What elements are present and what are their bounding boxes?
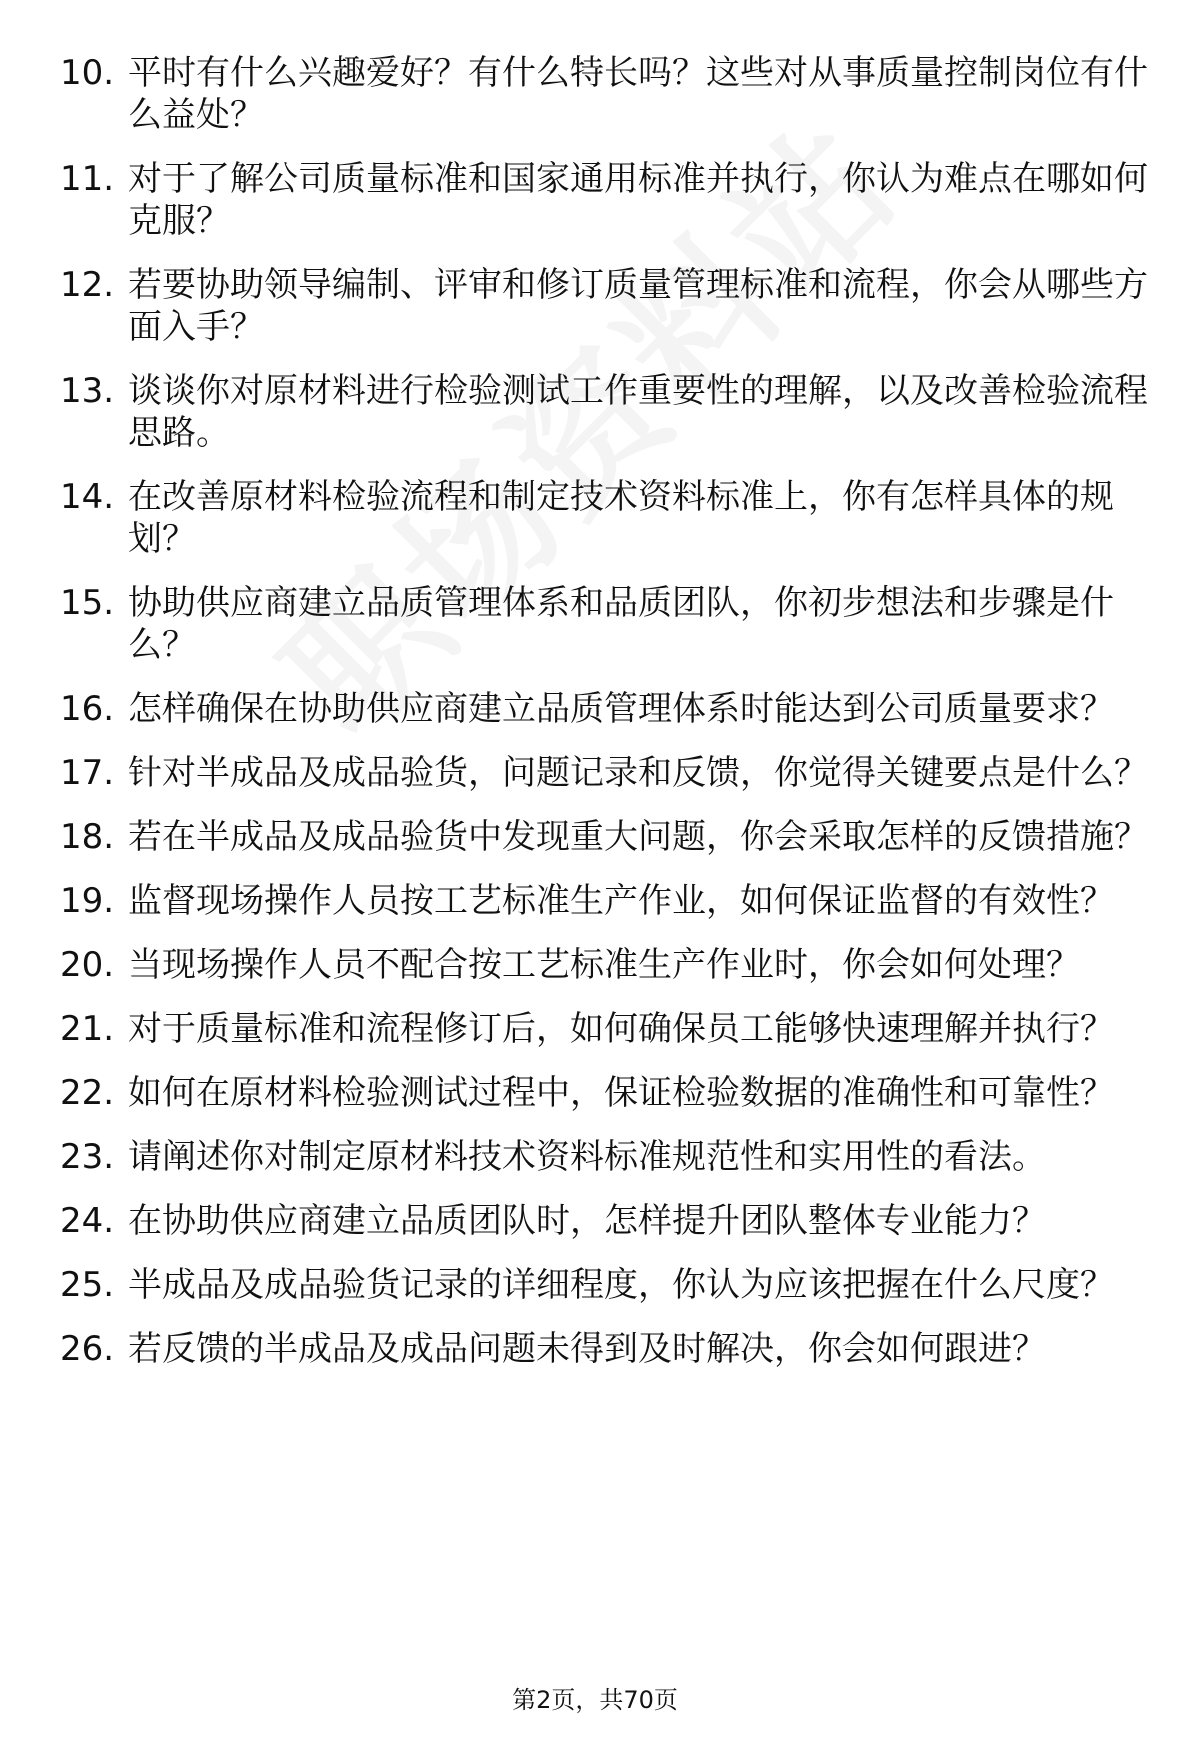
question-item	[0, 1008, 1190, 1050]
question-text: 对于了解公司质量标准和国家通用标准并执行，你认为难点在哪如何克服？	[128, 159, 1148, 241]
question-item	[0, 52, 1190, 136]
question-text: 对于质量标准和流程修订后，如何确保员工能够快速理解并执行？	[128, 1009, 1114, 1049]
question-item	[0, 370, 1190, 454]
question-number: 17.	[60, 753, 115, 793]
question-text: 监督现场操作人员按工艺标准生产作业，如何保证监督的有效性？	[128, 881, 1114, 921]
question-number: 18.	[60, 817, 115, 857]
question-text: 如何在原材料检验测试过程中，保证检验数据的准确性和可靠性？	[128, 1073, 1114, 1113]
question-text: 平时有什么兴趣爱好？有什么特长吗？这些对从事质量控制岗位有什么益处？	[128, 53, 1148, 135]
question-item	[0, 264, 1190, 348]
question-text: 当现场操作人员不配合按工艺标准生产作业时，你会如何处理？	[128, 945, 1080, 985]
question-item	[0, 158, 1190, 242]
question-number: 25.	[60, 1265, 115, 1305]
question-item	[0, 1328, 1190, 1370]
question-text: 若要协助领导编制、评审和修订质量管理标准和流程，你会从哪些方面入手？	[128, 265, 1148, 347]
question-list	[0, 52, 1190, 1392]
page-number-footer: 第2页，共70页	[512, 1686, 678, 1714]
question-number: 12.	[60, 265, 115, 305]
question-number: 15.	[60, 583, 115, 623]
question-item	[0, 1200, 1190, 1242]
question-number: 24.	[60, 1201, 115, 1241]
question-text: 若在半成品及成品验货中发现重大问题，你会采取怎样的反馈措施？	[128, 817, 1148, 857]
question-item	[0, 1264, 1190, 1306]
question-item	[0, 1136, 1190, 1178]
question-number: 13.	[60, 371, 115, 411]
question-item	[0, 476, 1190, 560]
question-number: 22.	[60, 1073, 115, 1113]
question-number: 23.	[60, 1137, 115, 1177]
question-text: 半成品及成品验货记录的详细程度，你认为应该把握在什么尺度？	[128, 1265, 1114, 1305]
question-number: 19.	[60, 881, 115, 921]
question-number: 21.	[60, 1009, 115, 1049]
question-text: 若反馈的半成品及成品问题未得到及时解决，你会如何跟进？	[128, 1329, 1046, 1369]
question-text: 协助供应商建立品质管理体系和品质团队，你初步想法和步骤是什么？	[128, 583, 1114, 665]
question-text: 在协助供应商建立品质团队时，怎样提升团队整体专业能力？	[128, 1201, 1046, 1241]
question-item	[0, 582, 1190, 666]
question-number: 16.	[60, 689, 115, 729]
question-text: 针对半成品及成品验货，问题记录和反馈，你觉得关键要点是什么？	[128, 753, 1148, 793]
question-number: 20.	[60, 945, 115, 985]
question-item	[0, 944, 1190, 986]
question-number: 11.	[60, 159, 115, 199]
question-item	[0, 752, 1190, 794]
question-item	[0, 1072, 1190, 1114]
question-number: 14.	[60, 477, 115, 517]
question-item	[0, 880, 1190, 922]
question-item	[0, 816, 1190, 858]
question-text: 怎样确保在协助供应商建立品质管理体系时能达到公司质量要求？	[128, 689, 1114, 729]
question-text: 在改善原材料检验流程和制定技术资料标准上，你有怎样具体的规划？	[128, 477, 1114, 559]
question-number: 10.	[60, 53, 115, 93]
question-text: 谈谈你对原材料进行检验测试工作重要性的理解，以及改善检验流程思路。	[128, 371, 1148, 453]
question-number: 26.	[60, 1329, 115, 1369]
question-text: 请阐述你对制定原材料技术资料标准规范性和实用性的看法。	[128, 1137, 1046, 1177]
question-item	[0, 688, 1190, 730]
